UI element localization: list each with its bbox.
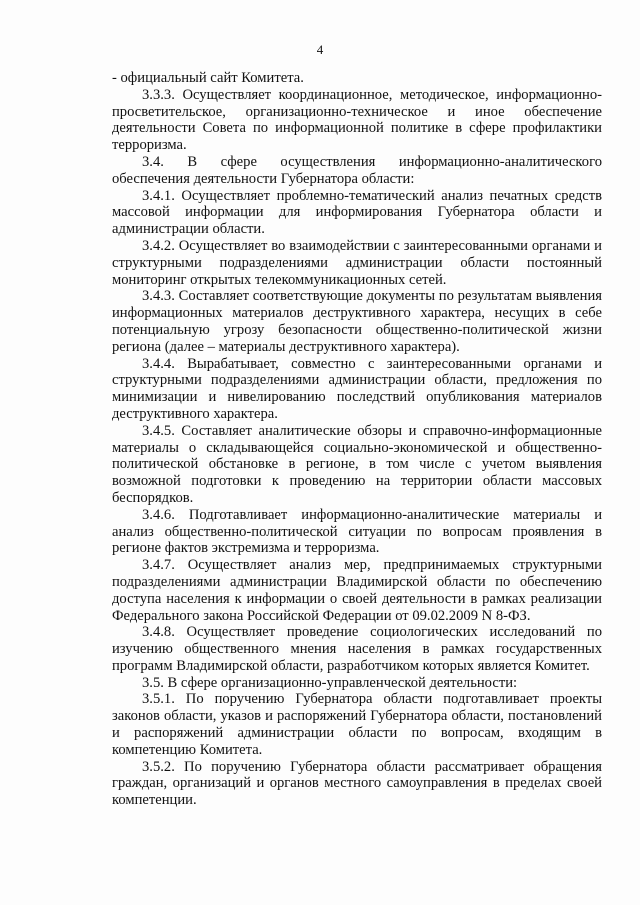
- paragraph-3-5-2: 3.5.2. По поручению Губернатора области рассматривает обращения граждан, организаций и органов местного самоуправления в пределах своей компетенции.: [112, 758, 602, 809]
- paragraph-3-5: 3.5. В сфере организационно-управленческой деятельности:: [142, 674, 518, 691]
- paragraph-3-4-6: 3.4.6. Подготавливает информационно-аналитические материалы и анализ общественно-политической ситуации по вопросам проявления в регионе фактов экстремизма и терроризма.: [112, 506, 602, 557]
- paragraph-3-4-4: 3.4.4. Вырабатывает, совместно с заинтересованными органами и структурными подразделениями администрации области, предложения по минимизации и нивелированию последствий опубликования материалов деструктивного характера.: [112, 355, 602, 422]
- paragraph-official-site: - официальный сайт Комитета.: [112, 70, 304, 86]
- paragraph-3-4-1: 3.4.1. Осуществляет проблемно-тематический анализ печатных средств массовой информации для информирования Губернатора области и администрации области.: [112, 187, 602, 238]
- paragraph-3-4-5: 3.4.5. Составляет аналитические обзоры и справочно-информационные материалы о складывающейся социально-экономической и общественно-политической обстановке в регионе, в том числе с учетом выявления возможной подготовки к проведению на территории области массовых беспорядков.: [112, 422, 602, 506]
- paragraph-3-5-1: 3.5.1. По поручению Губернатора области подготавливает проекты законов области, указов и распоряжений Губернатора области, постановлений и распоряжений администрации области по вопросам, входящим в компетенцию Комитета.: [112, 691, 602, 758]
- paragraph-3-4: 3.4. В сфере осуществления информационно-аналитического обеспечения деятельности Губернатора области:: [112, 153, 602, 187]
- paragraph-3-4-7: 3.4.7. Осуществляет анализ мер, предпринимаемых структурными подразделениями администрации Владимирской области по обеспечению доступа населения к информации о своей деятельности в рамках реализации Федерального закона Российской Федерации от 09.02.2009 N 8-ФЗ.: [112, 557, 602, 624]
- paragraph-3-4-3: 3.4.3. Составляет соответствующие документы по результатам выявления информационных материалов деструктивного характера, несущих в себе потенциальную угрозу безопасности общественно-политической жизни региона (далее – материалы деструктивного характера).: [112, 288, 602, 355]
- paragraph-3-4-8: 3.4.8. Осуществляет проведение социологических исследований по изучению общественного мнения населения в рамках государственных программ Владимирской области, разработчиком которых является Комитет.: [112, 624, 602, 674]
- paragraph-3-3-3: 3.3.3. Осуществляет координационное, методическое, информационно-просветительское, организационно-техническое и иное обеспечение деятельности Совета по информационной политике в сфере профилактики терроризма.: [112, 86, 602, 154]
- paragraph-3-4-2: 3.4.2. Осуществляет во взаимодействии с заинтересованными органами и структурными подразделениями администрации области постоянный мониторинг открытых телекоммуникационных сетей.: [112, 237, 602, 288]
- document-body: [112, 70, 602, 809]
- page-number: 4: [316, 42, 324, 57]
